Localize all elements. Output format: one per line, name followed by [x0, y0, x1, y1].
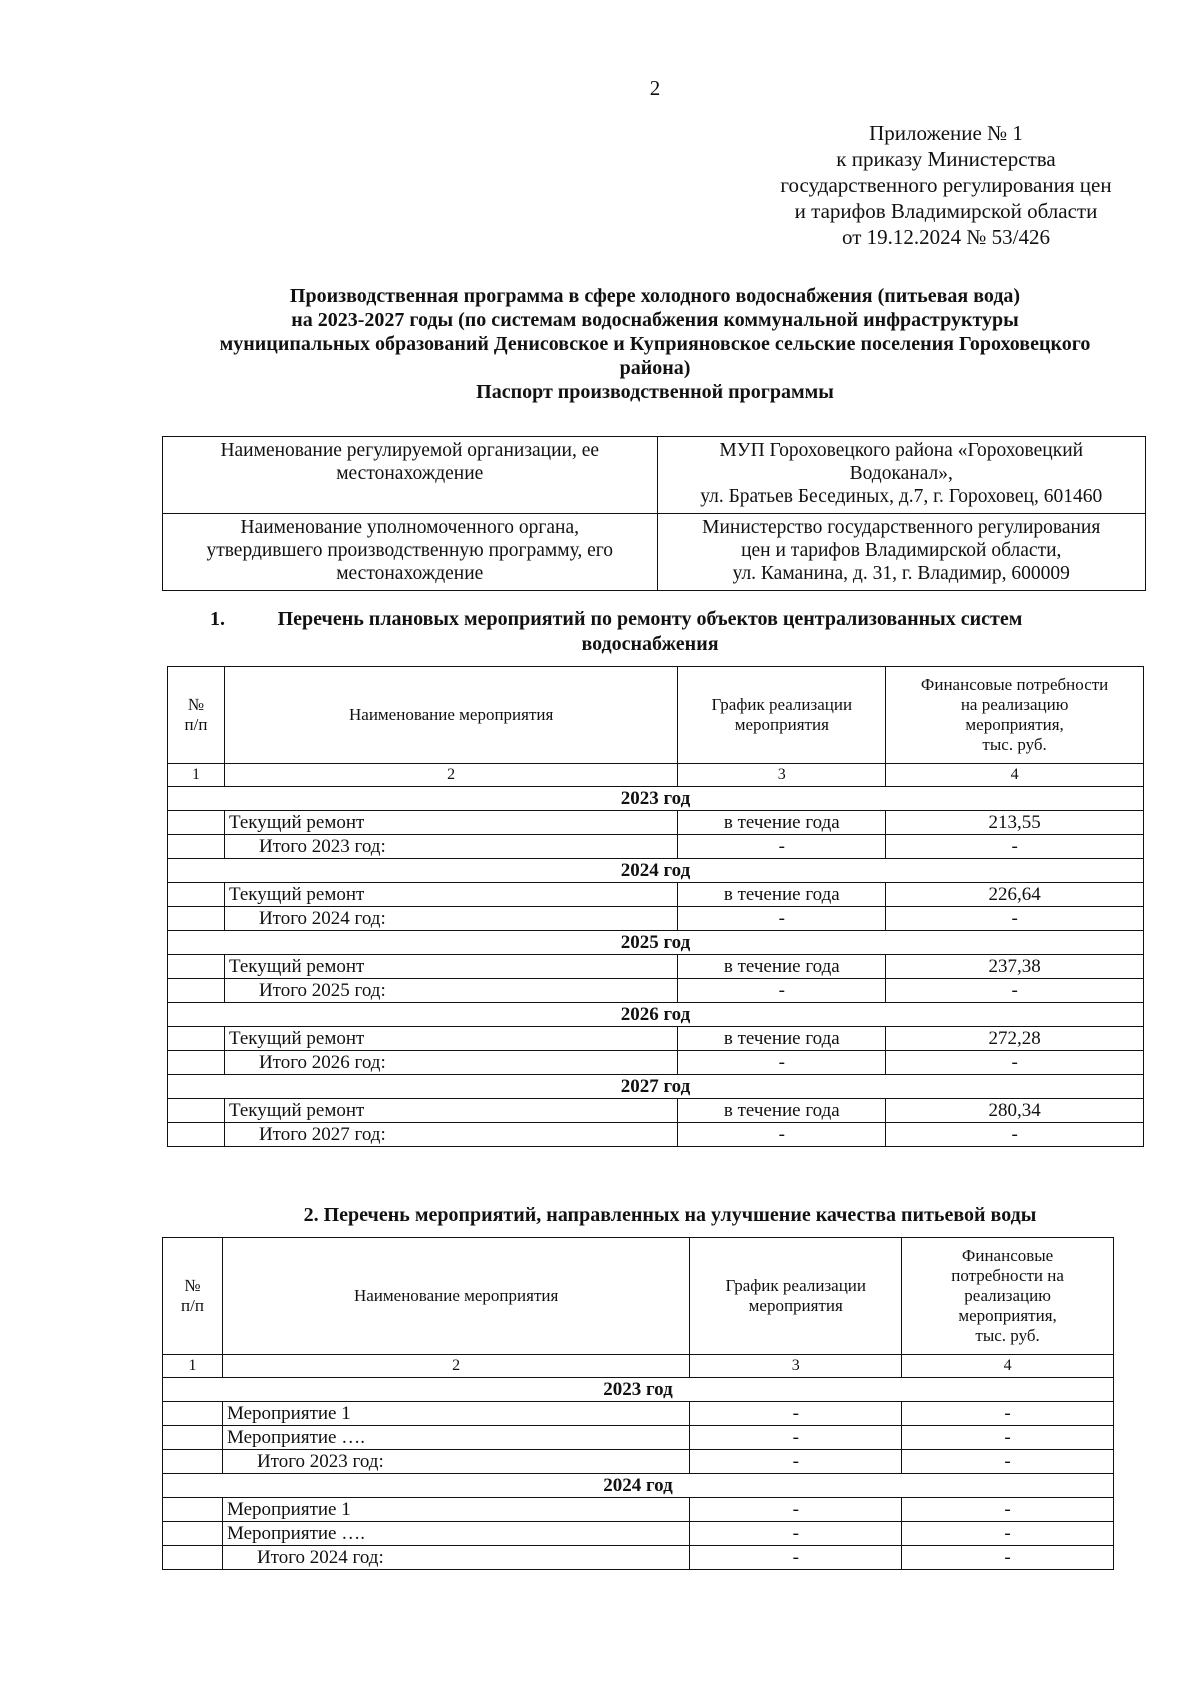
item-name: Текущий ремонт: [224, 955, 677, 979]
passport-table: [162, 436, 1146, 591]
title-line: на 2023-2027 годы (по системам водоснабжения коммунальной инфраструктуры: [291, 309, 1019, 331]
column-number-row: [168, 764, 1144, 787]
year-label: 2023 год: [163, 1378, 1114, 1402]
passport-row: [163, 437, 1146, 514]
year-label: 2027 год: [168, 1075, 1144, 1099]
header-schedule: График реализации мероприятия: [678, 667, 886, 764]
table-row: [168, 811, 1144, 835]
header-num: № п/п: [168, 667, 225, 764]
item-name: Мероприятие ….: [222, 1522, 689, 1546]
col-number: 3: [690, 1355, 902, 1378]
appendix-block: [736, 120, 1156, 250]
total-amount: -: [902, 1546, 1114, 1570]
total-schedule: -: [678, 907, 886, 931]
item-schedule: в течение года: [678, 955, 886, 979]
water-quality-table: [162, 1237, 1114, 1570]
item-name: Текущий ремонт: [224, 883, 677, 907]
item-amount: -: [902, 1426, 1114, 1450]
total-row: [163, 1546, 1114, 1570]
item-amount: -: [902, 1522, 1114, 1546]
total-row: [168, 907, 1144, 931]
section-1-title: 1. Перечень плановых мероприятий по ремонту объектов централизованных систем водоснабжения: [210, 608, 1023, 655]
item-name: Текущий ремонт: [224, 1027, 677, 1051]
item-amount: 280,34: [886, 1099, 1144, 1123]
year-label: 2025 год: [168, 931, 1144, 955]
section-1-number: 1.: [210, 608, 225, 630]
year-row: [168, 859, 1144, 883]
total-row: [168, 1051, 1144, 1075]
total-amount: -: [886, 835, 1144, 859]
item-schedule: -: [690, 1498, 902, 1522]
col-number: 2: [224, 764, 677, 787]
col-number: 4: [902, 1355, 1114, 1378]
total-amount: -: [886, 907, 1144, 931]
year-row: [168, 1075, 1144, 1099]
item-schedule: в течение года: [678, 1027, 886, 1051]
item-schedule: в течение года: [678, 1099, 886, 1123]
passport-value: Министерство государственного регулирования цен и тарифов Владимирской области, ул. Каманина, д. 31, г. Владимир, 600009: [657, 514, 1146, 591]
year-row: [163, 1378, 1114, 1402]
total-label: Итого 2024 год:: [222, 1546, 689, 1570]
total-row: [168, 835, 1144, 859]
header-num: № п/п: [163, 1238, 223, 1355]
header-name: Наименование мероприятия: [222, 1238, 689, 1355]
col-number: 3: [678, 764, 886, 787]
year-label: 2023 год: [168, 787, 1144, 811]
appendix-line: от 19.12.2024 № 53/426: [841, 225, 1051, 249]
table-row: [168, 883, 1144, 907]
item-schedule: -: [690, 1522, 902, 1546]
header-finance: Финансовые потребности на реализацию мероприятия, тыс. руб.: [886, 667, 1144, 764]
year-label: 2024 год: [168, 859, 1144, 883]
year-row: [168, 1003, 1144, 1027]
total-label: Итого 2027 год:: [224, 1123, 677, 1147]
col-number: 1: [163, 1355, 223, 1378]
title-line: муниципальных образований Денисовское и Куприяновское сельские поселения Гороховецкого: [219, 333, 1091, 355]
passport-value: МУП Гороховецкого района «Гороховецкий Водоканал», ул. Братьев Бесединых, д.7, г. Гороховец, 601460: [657, 437, 1146, 514]
page-number: 2: [649, 76, 661, 100]
col-number: 1: [168, 764, 225, 787]
total-label: Итого 2023 год:: [224, 835, 677, 859]
item-amount: -: [902, 1402, 1114, 1426]
document-title: [160, 284, 1150, 404]
total-label: Итого 2023 год:: [222, 1450, 689, 1474]
passport-label: Наименование уполномоченного органа, утвердившего производственную программу, его местонахождение: [163, 514, 658, 591]
header-schedule: График реализации мероприятия: [690, 1238, 902, 1355]
item-schedule: в течение года: [678, 811, 886, 835]
total-amount: -: [902, 1450, 1114, 1474]
item-amount: 237,38: [886, 955, 1144, 979]
total-schedule: -: [678, 1051, 886, 1075]
item-schedule: в течение года: [678, 883, 886, 907]
total-label: Итого 2025 год:: [224, 979, 677, 1003]
item-amount: 272,28: [886, 1027, 1144, 1051]
year-row: [168, 787, 1144, 811]
total-schedule: -: [678, 979, 886, 1003]
section-2-title: 2. Перечень мероприятий, направленных на улучшение качества питьевой воды: [303, 1204, 1037, 1226]
item-schedule: -: [690, 1402, 902, 1426]
table-row: [163, 1402, 1114, 1426]
passport-heading: Паспорт производственной программы: [476, 381, 834, 403]
passport-label: Наименование регулируемой организации, ее местонахождение: [163, 437, 658, 514]
year-label: 2024 год: [163, 1474, 1114, 1498]
total-row: [168, 979, 1144, 1003]
total-schedule: -: [690, 1450, 902, 1474]
col-number: 2: [222, 1355, 689, 1378]
repair-plan-table: [167, 666, 1144, 1147]
appendix-line: государственного регулирования цен: [780, 173, 1112, 197]
item-name: Мероприятие ….: [222, 1426, 689, 1450]
total-label: Итого 2024 год:: [224, 907, 677, 931]
year-row: [163, 1474, 1114, 1498]
title-line: Производственная программа в сфере холодного водоснабжения (питьевая вода): [289, 285, 1021, 307]
item-name: Текущий ремонт: [224, 1099, 677, 1123]
total-amount: -: [886, 979, 1144, 1003]
total-row: [163, 1450, 1114, 1474]
column-number-row: [163, 1355, 1114, 1378]
table-row: [163, 1426, 1114, 1450]
year-row: [168, 931, 1144, 955]
appendix-line: Приложение № 1: [869, 121, 1023, 145]
total-amount: -: [886, 1123, 1144, 1147]
item-amount: 213,55: [886, 811, 1144, 835]
total-schedule: -: [678, 835, 886, 859]
total-label: Итого 2026 год:: [224, 1051, 677, 1075]
table-row: [168, 1099, 1144, 1123]
item-amount: -: [902, 1498, 1114, 1522]
item-amount: 226,64: [886, 883, 1144, 907]
passport-row: [163, 514, 1146, 591]
table-header-row: [168, 667, 1144, 764]
item-name: Мероприятие 1: [222, 1498, 689, 1522]
item-schedule: -: [690, 1426, 902, 1450]
total-amount: -: [886, 1051, 1144, 1075]
appendix-line: и тарифов Владимирской области: [794, 199, 1098, 223]
item-name: Мероприятие 1: [222, 1402, 689, 1426]
total-schedule: -: [678, 1123, 886, 1147]
table-row: [168, 955, 1144, 979]
total-row: [168, 1123, 1144, 1147]
title-line: района): [619, 357, 691, 379]
item-name: Текущий ремонт: [224, 811, 677, 835]
header-finance: Финансовые потребности на реализацию мероприятия, тыс. руб.: [902, 1238, 1114, 1355]
header-name: Наименование мероприятия: [224, 667, 677, 764]
col-number: 4: [886, 764, 1144, 787]
table-row: [163, 1522, 1114, 1546]
year-label: 2026 год: [168, 1003, 1144, 1027]
table-row: [168, 1027, 1144, 1051]
appendix-line: к приказу Министерства: [836, 147, 1056, 171]
table-row: [163, 1498, 1114, 1522]
total-schedule: -: [690, 1546, 902, 1570]
table-header-row: [163, 1238, 1114, 1355]
